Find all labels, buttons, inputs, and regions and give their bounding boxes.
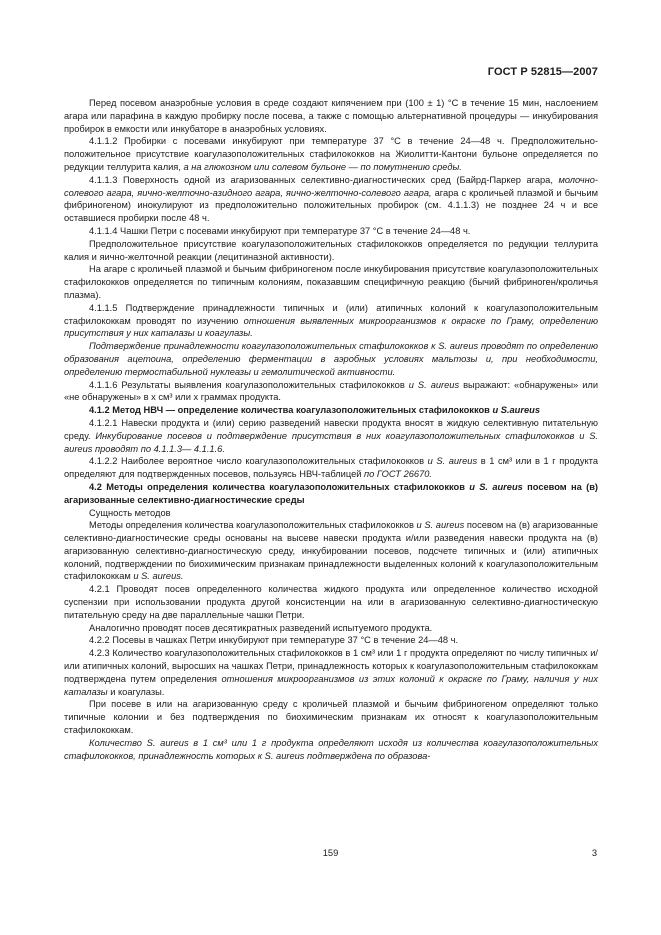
paragraph-p7 <box>64 302 598 340</box>
text-segment: Сущность методов <box>89 507 171 518</box>
paragraph-p5 <box>64 238 598 264</box>
text-segment: На агаре с кроличьей плазмой и бычьим фибриногеном после инкубирования присутствие коагулазоположительных стафилококков определяется по типичным колониям, показавшим специфичную реакцию (бычий фибриноген/кроличья плазма). <box>64 264 598 300</box>
paragraph-p6 <box>64 263 598 301</box>
text-segment: посевом на (в) агаризованные селективно-диагностические среды <box>64 481 599 505</box>
text-segment: и S. aureus. <box>133 571 184 582</box>
text-segment: и коагулазы. <box>107 686 165 697</box>
text-segment: и S. aureus <box>408 379 460 390</box>
paragraph-p17 <box>64 622 598 635</box>
text-segment: 4.1.2.2 Наиболее вероятное число коагулазоположительных стафилококков <box>89 456 428 467</box>
text-segment: Инкубирование посевов и подтверждение присутствия в них коагулазоположительных стафилококков и S. aureus проводят по 4.1.1.3— 4.1.1.6. <box>64 430 599 454</box>
text-segment: 4.2.3 Количество коагулазоположительных стафилококков в 1 см³ или 1 г продукта определяют по числу типичных и/или атипичных колоний, выросших на чашках Петри, принадлежность которых к коагулазоположительным стафилококкам подтверждена путем определения <box>64 648 598 684</box>
text-segment: отношения выявленных микроорганизмов к окраске по Граму, определению присутствия у них каталазы и коагулазы. <box>64 315 598 339</box>
paragraph-p21 <box>64 737 598 763</box>
text-segment: и S. aureus <box>427 456 478 467</box>
paragraph-p8 <box>64 340 598 378</box>
text-segment: и S.aureus <box>492 405 541 416</box>
text-segment: Перед посевом анаэробные условия в среде создают кипячением при (100 ± 1) °С в течение 15 мин, наслоением агара или парафина в каждую пробирку после посева, а также с помощью альтернативной процедуры — инкубирования пробирок в емкости или инкубаторе в анаэробных условиях. <box>64 98 598 134</box>
text-segment: 4.1.1.5 Подтверждение принадлежности типичных и (или) атипичных колоний к коагулазоположительным стафилококкам проводят по изучению <box>64 302 598 326</box>
text-segment <box>492 405 540 415</box>
text-segment: посевом на (в) агаризованные селективно-диагностические среды основаны на высеве навески продукта и/или разведения навески продукта на (в) агаризованную селективно-диагностическую среду, инкубировании посевов, подсчете типичных и (или) атипичных колоний, подтверждении по биохимическим признакам принадлежности выделенных колоний к коагулазоположительным стафилококкам <box>64 520 598 582</box>
paragraph-p9 <box>64 379 598 405</box>
text-segment: Подтверждение принадлежности коагулазоположительных стафилококков к S. aureus проводят по определению образования ацетоина, определению ферментации в аэробных условиях мальтозы и, при необходимости, определению термостабильной нуклеазы и гемолитической активности. <box>64 341 598 377</box>
text-segment: Предположительное присутствие коагулазоположительных стафилококков определяется по редукции теллурита калия и яично-желточной реакции (лецитиназной активности). <box>64 238 598 262</box>
paragraph-p15 <box>64 519 598 583</box>
paragraph-p18 <box>64 634 598 647</box>
text-segment: а на глюкозном или солевом бульоне — по помутнению среды. <box>183 161 462 172</box>
sheet-number: 3 <box>591 848 597 858</box>
paragraph-p2 <box>64 135 598 173</box>
paragraph-p20 <box>64 698 598 736</box>
text-segment: 4.2 Методы определения количества коагулазоположительных стафилококков <box>89 481 470 492</box>
text-segment: 4.1.2.1 Навески продукта и (или) серию разведений навески продукта вносят в жидкую селективную питательную среду. <box>64 417 598 441</box>
text-segment <box>469 482 523 492</box>
text-segment: 4.1.1.4 Чашки Петри с посевами инкубируют при температуре 37 °С в течение 24—48 ч. <box>89 225 471 236</box>
paragraph-p13 <box>64 481 598 507</box>
paragraph-p19 <box>64 647 598 698</box>
text-segment: Аналогично проводят посев десятикратных разведений испытуемого продукта. <box>89 622 433 633</box>
text-segment: 4.1.1.2 Пробирки с посевами инкубируют при температуре 37 °С в течение 24—48 ч. Предположительно-положительное присутствие коагулазоположительных стафилококков на Жиолитти-Кантони бульоне определяется по редукции теллурита калия, <box>64 136 598 172</box>
text-segment: 4.1.1.6 Результаты выявления коагулазоположительных стафилококков <box>89 379 409 390</box>
paragraph-p4 <box>64 225 598 238</box>
paragraph-p11 <box>64 417 598 455</box>
text-segment: 4.1.2 Метод НВЧ — определение количества коагулазоположительных стафилококков <box>89 405 493 416</box>
text-segment: в 1 см³ или в 1 г продукта определяют для подтвержденных посевов, пользуясь НВЧ-таблицей <box>64 456 598 480</box>
text-segment: отношения микроорганизмов из этих колоний к окраске по Граму, наличия у них каталазы <box>64 673 598 697</box>
paragraph-p14 <box>64 507 598 520</box>
text-segment: При посеве в или на агаризованную среду с кроличьей плазмой и бычьим фибриногеном определяют только типичные колонии и без подтверждения по биохимическим признакам их относят к коагулазоположительным стафилококкам. <box>64 699 598 736</box>
text-segment: и S. aureus <box>469 481 523 492</box>
text-segment: выражают: «обнаружены» или «не обнаружены» в х см³ или х граммах продукта. <box>64 379 599 403</box>
doc-id-header: ГОСТ Р 52815—2007 <box>487 66 598 78</box>
body-text <box>64 97 598 762</box>
text-segment: по ГОСТ 26670. <box>364 469 432 480</box>
paragraph-p12 <box>64 455 598 481</box>
text-segment: Количество S. aureus в 1 см³ или 1 г продукта определяют исходя из количества коагулазоположительных стафилококков, принадлежность которых к S. aureus подтверждена по образова- <box>64 737 599 761</box>
paragraph-p16 <box>64 583 598 621</box>
text-segment: Методы определения количества коагулазоположительных стафилококков <box>89 520 417 531</box>
text-segment: и S. aureus <box>416 520 465 531</box>
text-segment: 4.2.2 Посевы в чашках Петри инкубируют при температуре 37 °С в течение 24—48 ч. <box>89 635 459 646</box>
text-segment: 4.2.1 Проводят посев определенного количества жидкого продукта или определенное количество исходной суспензии при использовании продукта другой консистенции на или в агаризованную селективно-диагностическую питательную среду на две параллельные чашки Петри. <box>64 584 598 620</box>
paragraph-p3 <box>64 174 598 225</box>
page-number: 159 <box>322 848 339 858</box>
text-segment: агара с кроличьей плазмой и бычьим фибриногеном) инокулируют из предположительно положительных пробирок (см. 4.1.1.3) не позднее 24 ч и все оставшиеся пробирки после 48 ч. <box>64 187 598 224</box>
text-segment: молочно-солевого агара, яично-желточно-азидного агара, яично-желточно-солевого агара, <box>64 174 598 198</box>
paragraph-p10 <box>64 404 598 417</box>
paragraph-p1 <box>64 97 598 135</box>
text-segment: 4.1.1.3 Поверхность одной из агаризованных селективно-диагностических сред (Байрд-Паркер агара, <box>89 174 559 185</box>
